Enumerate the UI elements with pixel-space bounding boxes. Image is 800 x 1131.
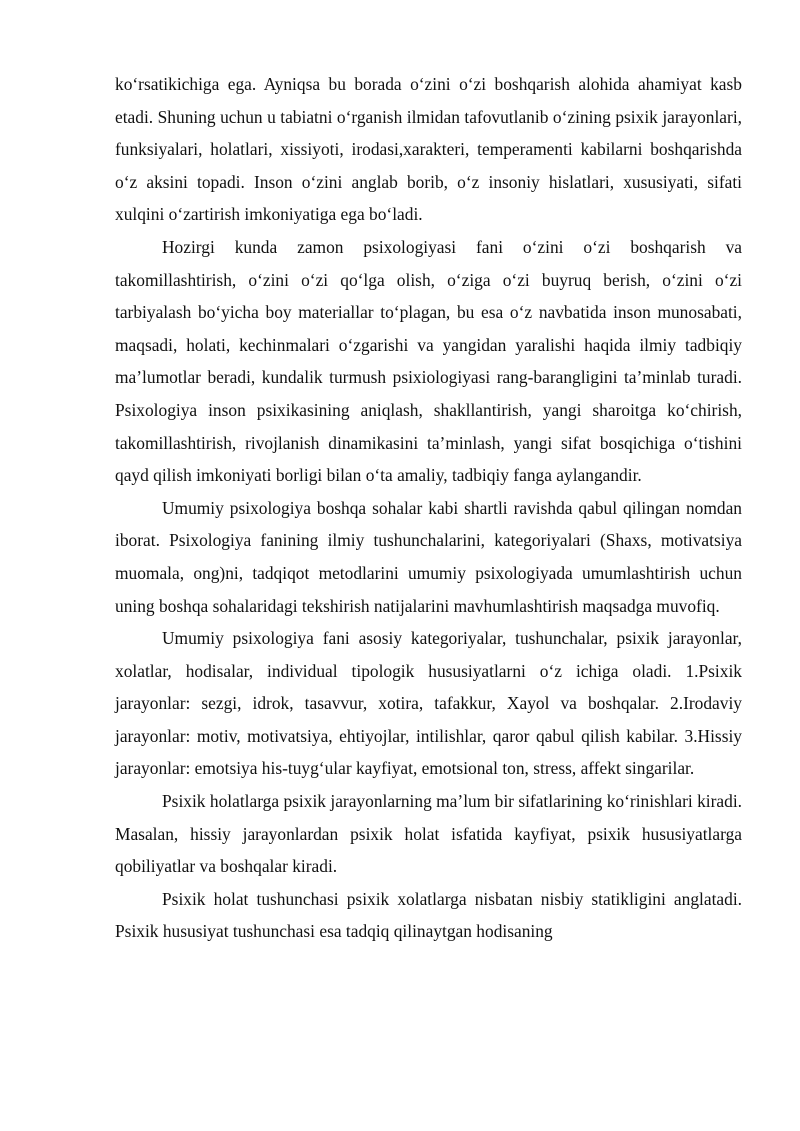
paragraph-3: Umumiy psixologiya boshqa sohalar kabi shartli ravishda qabul qilingan nomdan iborat. Psixologiya fanining ilmiy tushunchalarini, kategoriyalari (Shaxs, motivatsiya muomala, ong)ni, tadqiqot metodlarini umumiy psixologiyada umumlashtirish uchun uning boshqa sohalaridagi tekshirish natijalarini mavhumlashtirish maqsadga muvofiq. [115, 497, 742, 616]
paragraph-6: Psixik holat tushunchasi psixik xolatlarga nisbatan nisbiy statikligini anglatadi. Psixik hususiyat tushunchasi esa tadqiq qilinaytgan hodisaning [115, 888, 742, 942]
paragraph-1: ko‘rsatikichiga ega. Ayniqsa bu borada o‘zini o‘zi boshqarish alohida ahamiyat kasb etadi. Shuning uchun u tabiatni o‘rganish ilmidan tafovutlanib o‘zining psixik jarayonlari, funksiyalari, holatlari, xissiyoti, irodasi,xarakteri, temperamenti kabilarni boshqarishda o‘z aksini topadi. Inson o‘zini anglab borib, o‘z insoniy hislatlari, xususiyati, sifati xulqini o‘zartirish imkoniyatiga ega bo‘ladi. [115, 74, 742, 225]
paragraph-4: Umumiy psixologiya fani asosiy kategoriyalar, tushunchalar, psixik jarayonlar, xolatlar, hodisalar, individual tipologik hususiyatlarni o‘z ichiga oladi. 1.Psixik jarayonlar: sezgi, idrok, tasavvur, xotira, tafakkur, Xayol va boshqalar. 2.Irodaviy jarayonlar: motiv, motivatsiya, ehtiyojlar, intilishlar, qaror qabul qilish kabilar. 3.Hissiy jarayonlar: emotsiya his-tuyg‘ular kayfiyat, emotsional ton, stress, affekt singarilar. [115, 628, 742, 779]
paragraph-2: Hozirgi kunda zamon psixologiyasi fani o‘zini o‘zi boshqarish va takomillashtirish, o‘zini o‘zi qo‘lga olish, o‘ziga o‘zi buyruq berish, o‘zini o‘zi tarbiyalash bo‘yicha boy materiallar to‘plagan, bu esa o‘z navbatida inson munosabati, maqsadi, holati, kechinmalari o‘zgarishi va yangidan yaralishi haqida ilmiy tadbiqiy ma’lumotlar beradi, kundalik turmush psixiologiyasi rang-barangligini ta’minlab turadi. Psixologiya inson psixikasining aniqlash, shakllantirish, yangi sharoitga ko‘chirish, takomillashtirish, rivojlanish dinamikasini ta’minlash, yangi sifat bosqichiga o‘tishini qayd qilish imkoniyati borligi bilan o‘ta amaliy, tadbiqiy fanga aylangandir. [115, 236, 742, 486]
paragraph-5: Psixik holatlarga psixik jarayonlarning ma’lum bir sifatlarining ko‘rinishlari kiradi. Masalan, hissiy jarayonlardan psixik holat isfatida kayfiyat, psixik hususiyatlarga qobiliyatlar va boshqalar kiradi. [115, 791, 742, 877]
document-body [115, 68, 742, 948]
